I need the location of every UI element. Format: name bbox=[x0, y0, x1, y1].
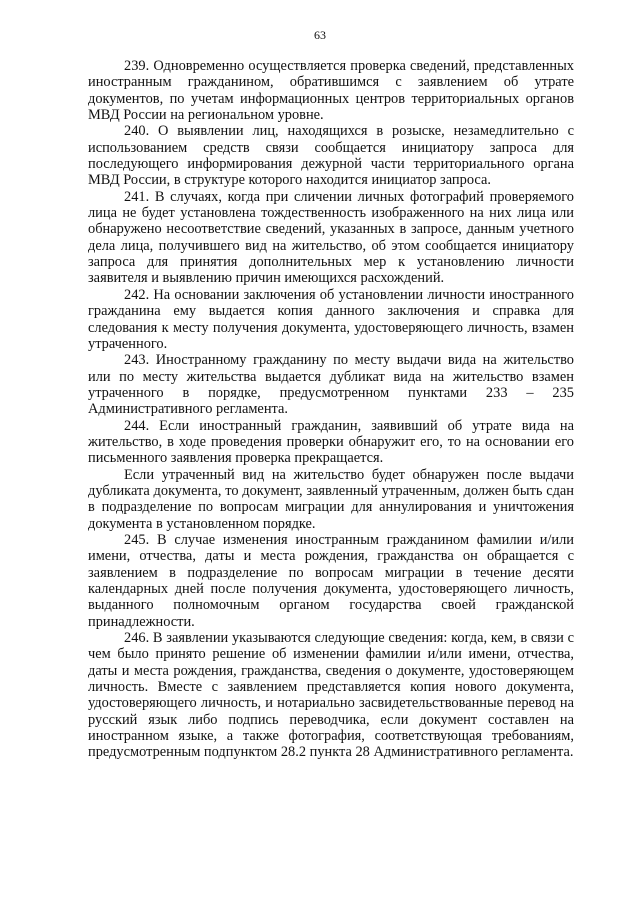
paragraph-245: 245. В случае изменения иностранным гражданином фамилии и/или имени, отчества, даты и места рождения, гражданства он обращается с заявлением в подразделение по вопросам миграции в течение десяти календарных дней после получения документа, удостоверяющего личность, выданного полномочным органом государства своей гражданской принадлежности. bbox=[88, 531, 574, 630]
document-body bbox=[88, 58, 574, 761]
paragraph-244: 244. Если иностранный гражданин, заявивший об утрате вида на жительство, в ходе проведения проверки обнаружит его, то на основании его письменного заявления проверка прекращается. bbox=[88, 417, 574, 467]
paragraph-239: 239. Одновременно осуществляется проверка сведений, представленных иностранным гражданином, обратившимся с заявлением об утрате документов, по учетам информационных центров территориальных органов МВД России на региональном уровне. bbox=[88, 58, 574, 124]
paragraph-246: 246. В заявлении указываются следующие сведения: когда, кем, в связи с чем было принято решение об изменении фамилии и/или имени, отчества, даты и места рождения, гражданства, сведения о документе, удостоверяющем личность. Вместе с заявлением представляется копия нового документа, удостоверяющего личность, и нотариально засвидетельствованные перевод на русский язык либо подпись переводчика, если документ составлен на иностранном языке, а также фотография, соответствующая требованиям, предусмотренным подпунктом 28.2 пункта 28 Административного регламента. bbox=[88, 630, 574, 761]
paragraph-244-continued: Если утраченный вид на жительство будет обнаружен после выдачи дубликата документа, то документ, заявленный утраченным, должен быть сдан в подразделение по вопросам миграции для аннулирования и уничтожения документа в установленном порядке. bbox=[88, 466, 574, 532]
paragraph-242: 242. На основании заключения об установлении личности иностранного гражданина ему выдается копия данного заключения и справка для следования к месту получения документа, удостоверяющего личность, взамен утраченного. bbox=[88, 286, 574, 352]
page-number: 63 bbox=[314, 28, 326, 42]
paragraph-243: 243. Иностранному гражданину по месту выдачи вида на жительство или по месту жительства выдается дубликат вида на жительство взамен утраченного в порядке, предусмотренном пунктами 233 – 235 Административного регламента. bbox=[88, 352, 574, 418]
paragraph-240: 240. О выявлении лиц, находящихся в розыске, незамедлительно с использованием средств связи сообщается инициатору запроса для последующего информирования дежурной части территориального органа МВД России, в структуре которого находится инициатор запроса. bbox=[88, 123, 574, 189]
paragraph-241: 241. В случаях, когда при сличении личных фотографий проверяемого лица не будет установлена тождественность изображенного на них лица или обнаружено несоответствие сведений, указанных в запросе, данным учетного дела лица, получившего вид на жительство, об этом сообщается инициатору запроса для принятия дополнительных мер к установлению личности заявителя и выявлению причин имеющихся расхождений. bbox=[88, 188, 574, 287]
